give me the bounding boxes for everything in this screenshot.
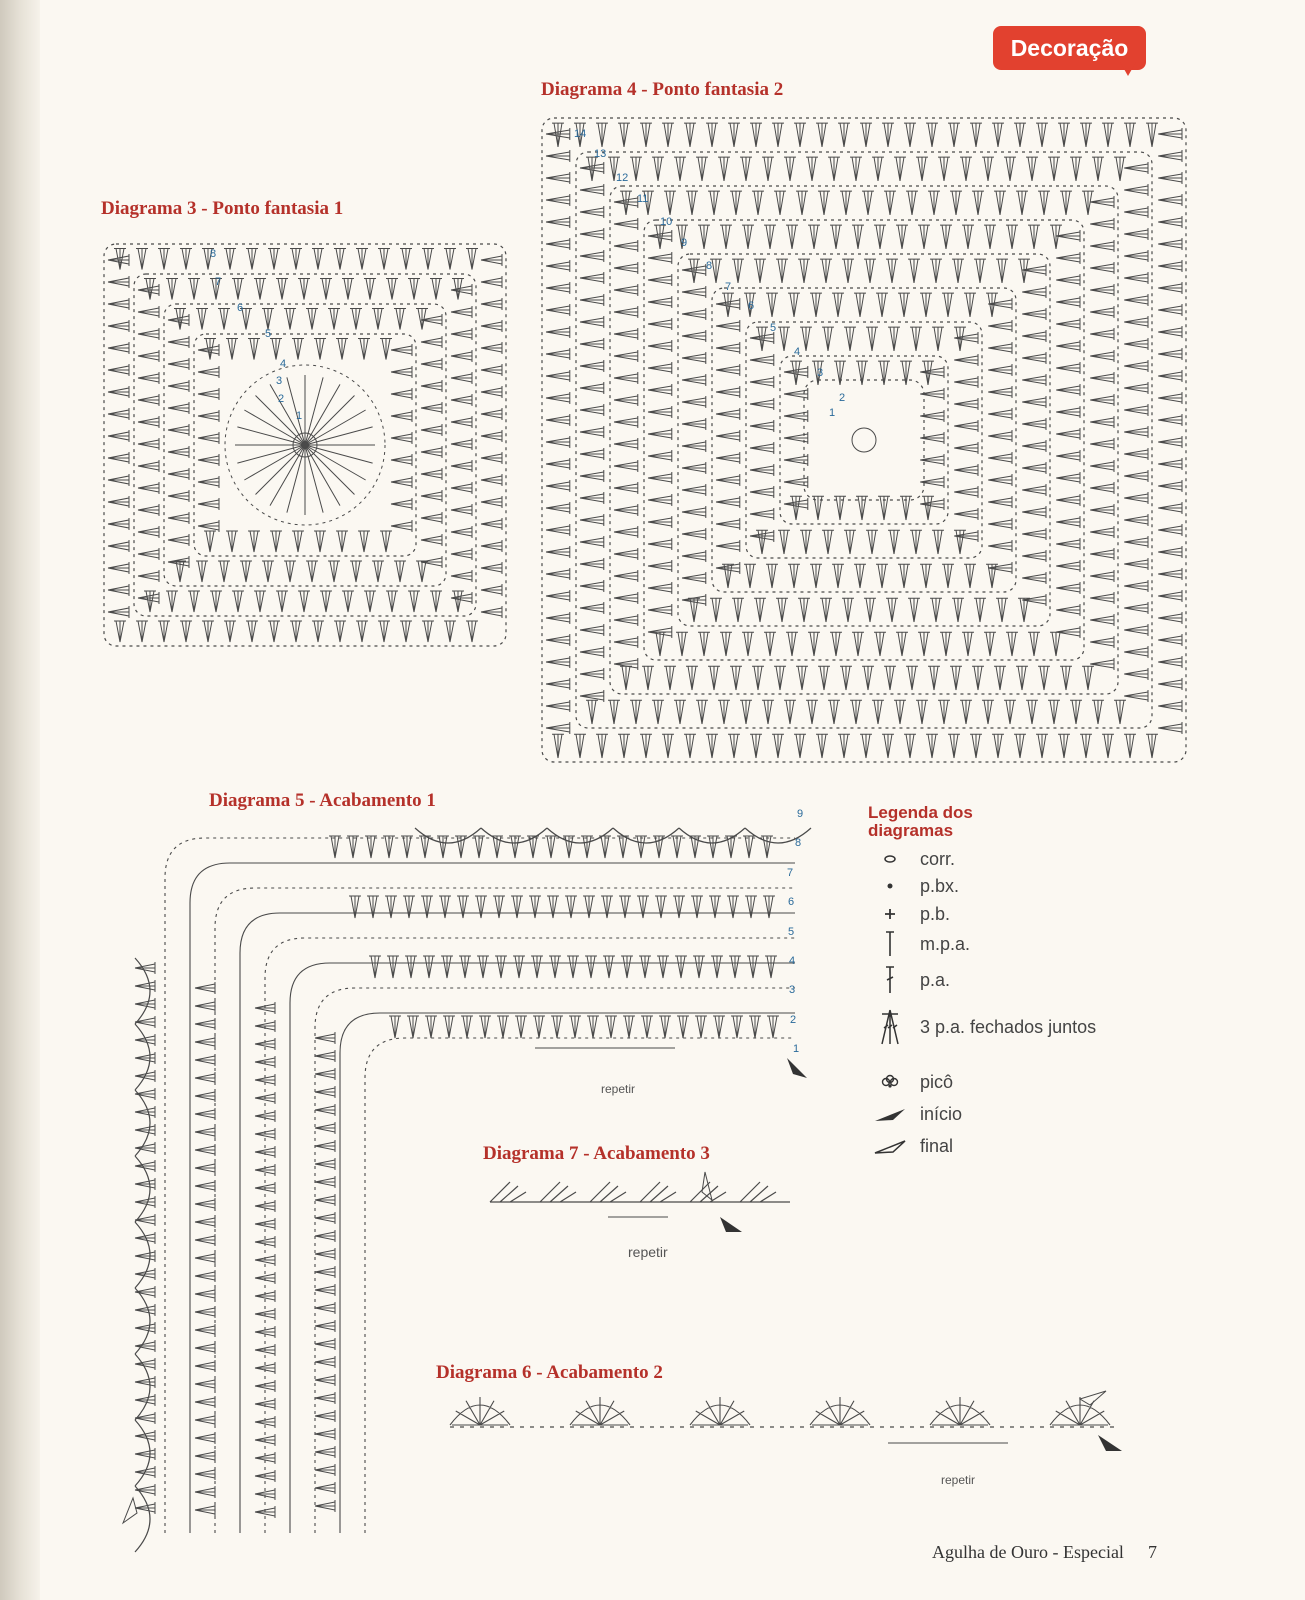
- legend-label-cluster: 3 p.a. fechados juntos: [920, 1016, 1097, 1037]
- d4-ring-3: [610, 186, 1118, 694]
- d4-col-right-2: [1124, 162, 1148, 702]
- d3-col-left-3: [168, 314, 189, 568]
- d3-center-star: [235, 375, 375, 515]
- d4-row-top-3: [620, 191, 1094, 215]
- d4-row-bottom-3: [620, 666, 1094, 690]
- d3-row-top-1: [114, 249, 478, 270]
- d4-row-number-10: 10: [660, 216, 673, 228]
- legend-item-half-double: [872, 930, 970, 958]
- legend-item-cluster: [872, 1013, 1096, 1041]
- d5-row-number-6: 6: [788, 896, 795, 908]
- legend-item-single-crochet: [872, 900, 950, 928]
- d3-row-number-6: 6: [237, 302, 244, 314]
- d5-end-arrow: [123, 1498, 137, 1523]
- d7-start-arrow: [720, 1217, 742, 1232]
- d4-row-bottom-5: [688, 598, 1030, 622]
- d4-row-number-5: 5: [770, 322, 777, 334]
- legend-label-single-crochet: p.b.: [920, 903, 951, 924]
- legend-item-start: [872, 1100, 962, 1128]
- d3-row-number-4: 4: [280, 358, 287, 370]
- d4-col-right-7: [954, 332, 978, 542]
- d4-ring-8: [780, 356, 948, 524]
- diagram-4-title: Diagrama 4 - Ponto fantasia 2: [541, 79, 784, 100]
- badge-tail-shape: [1120, 62, 1136, 76]
- d4-ring-1: [542, 118, 1186, 762]
- d4-col-right-3: [1090, 196, 1114, 670]
- d3-row-number-3: 3: [276, 375, 283, 387]
- d4-col-left-1: [546, 128, 570, 734]
- diagram-4-chart: [538, 114, 1190, 774]
- d3-col-left-4: [198, 344, 219, 532]
- d3-row-number-8: 8: [210, 248, 217, 260]
- d4-row-number-12: 12: [616, 172, 629, 184]
- d4-row-top-7: [756, 327, 966, 351]
- d4-row-bottom-4: [654, 632, 1062, 656]
- d4-row-bottom-2: [586, 700, 1126, 724]
- d5-stitch-col-1: [135, 962, 155, 1514]
- legend-item-chain: [872, 845, 955, 873]
- d4-row-number-7: 7: [725, 281, 732, 293]
- d4-col-right-4: [1056, 230, 1080, 638]
- end-arrow-icon: [872, 1137, 908, 1155]
- publication-name: Agulha de Ouro - Especial: [932, 1542, 1124, 1562]
- d4-row-number-9: 9: [681, 237, 688, 249]
- d3-col-left-2: [138, 284, 159, 604]
- diagram-7-title: Diagrama 7 - Acabamento 3: [483, 1143, 710, 1164]
- d4-col-left-4: [648, 230, 672, 638]
- d4-col-left-6: [716, 298, 740, 574]
- diagram-3-title: Diagrama 3 - Ponto fantasia 1: [101, 198, 344, 219]
- slip-stitch-icon: [872, 881, 908, 891]
- d3-row-number-1: 1: [296, 410, 303, 422]
- d5-row-number-1: 1: [793, 1043, 800, 1055]
- d5-stitch-row-4: [329, 836, 773, 858]
- d6-shells: [450, 1397, 1110, 1425]
- d7-end-arrow: [702, 1172, 712, 1200]
- d4-col-right-5: [1022, 264, 1046, 606]
- d4-col-left-5: [682, 264, 706, 606]
- page-footer: [932, 1542, 1157, 1563]
- legend-item-picot: [872, 1068, 953, 1096]
- legend-label-chain: corr.: [920, 848, 956, 869]
- d3-col-left-1: [108, 254, 129, 618]
- page-binding-shadow: [0, 0, 40, 1600]
- d4-center-ring: [804, 380, 924, 500]
- section-badge: Decoração: [993, 26, 1146, 70]
- diagram-7-repeat-label: repetir: [628, 1244, 668, 1260]
- d5-row-number-8: 8: [795, 837, 802, 849]
- d5-stitch-row-3: [349, 896, 775, 918]
- d3-row-number-7: 7: [215, 276, 222, 288]
- start-arrow-icon: [872, 1105, 908, 1123]
- diagram-6-title: Diagrama 6 - Acabamento 2: [436, 1362, 663, 1383]
- legend-item-slip-stitch: [872, 872, 959, 900]
- diagram-5-title: Diagrama 5 - Acabamento 1: [209, 790, 436, 811]
- d3-row-top-2: [144, 279, 464, 300]
- d5-stitch-col-4: [315, 1032, 335, 1512]
- d5-row-number-7: 7: [787, 867, 794, 879]
- chain-icon: [872, 854, 908, 864]
- diagram-5-repeat-label: repetir: [601, 1082, 636, 1096]
- d3-col-right-4: [391, 344, 412, 532]
- legend-title: [868, 804, 973, 840]
- d3-col-right-2: [451, 284, 472, 604]
- d4-row-number-8: 8: [706, 260, 713, 272]
- d5-row-number-9: 9: [797, 808, 804, 820]
- d4-col-right-6: [988, 298, 1012, 574]
- diagram-6-chart: [430, 1385, 1150, 1475]
- d6-start-arrow: [1098, 1435, 1122, 1451]
- d5-row-number-3: 3: [789, 984, 796, 996]
- d4-row-number-1: 1: [829, 407, 836, 419]
- d4-row-bottom-6: [722, 564, 998, 588]
- d4-row-bottom-7: [756, 530, 966, 554]
- d4-row-top-2: [586, 157, 1126, 181]
- d4-row-bottom-1: [552, 734, 1158, 758]
- d5-start-arrow: [787, 1058, 807, 1078]
- half-double-icon: [872, 930, 908, 958]
- d4-row-number-11: 11: [637, 193, 649, 205]
- d4-col-left-2: [580, 162, 604, 702]
- d7-stitch-fans: [490, 1182, 790, 1202]
- d4-col-left-8: [784, 366, 808, 510]
- d4-row-number-13: 13: [594, 148, 607, 160]
- legend-label-start: início: [920, 1103, 963, 1124]
- legend-label-half-double: m.p.a.: [920, 933, 971, 954]
- d5-stitch-row-2: [369, 956, 777, 978]
- d4-row-top-6: [722, 293, 998, 317]
- d4-col-left-3: [614, 196, 638, 670]
- d3-col-right-3: [421, 314, 442, 568]
- d3-col-right-1: [481, 254, 502, 618]
- d4-row-top-5: [688, 259, 1030, 283]
- cluster-3dc-icon: [872, 1008, 908, 1046]
- d4-col-right-1: [1158, 128, 1182, 734]
- d5-row-number-5: 5: [788, 926, 795, 938]
- d5-row-number-2: 2: [790, 1014, 797, 1026]
- d3-row-bottom-4: [204, 531, 392, 552]
- d4-ring-5: [678, 254, 1050, 626]
- legend-item-double-crochet: [872, 966, 950, 994]
- d4-col-right-8: [920, 366, 944, 510]
- d3-row-bottom-2: [144, 591, 464, 612]
- legend-title-line-2: diagramas: [868, 821, 954, 840]
- double-crochet-icon: [872, 965, 908, 995]
- diagram-6-repeat-label: repetir: [941, 1473, 976, 1487]
- d3-row-bottom-3: [174, 561, 428, 582]
- legend-label-picot: picô: [920, 1071, 954, 1092]
- d4-center-circle: [852, 428, 876, 452]
- d4-ring-7: [746, 322, 982, 558]
- d4-row-top-1: [552, 123, 1158, 147]
- d4-row-number-3: 3: [817, 367, 824, 379]
- d5-stitch-col-2: [195, 982, 215, 1516]
- d4-col-left-7: [750, 332, 774, 542]
- d3-row-top-3: [174, 309, 428, 330]
- d4-ring-4: [644, 220, 1084, 660]
- legend-label-slip-stitch: p.bx.: [920, 875, 960, 896]
- legend-item-end: [872, 1132, 953, 1160]
- d3-row-top-4: [204, 339, 392, 360]
- d3-row-number-5: 5: [265, 328, 272, 340]
- d4-row-number-2: 2: [839, 392, 846, 404]
- d5-stitch-row-1: [389, 1016, 779, 1038]
- d3-row-bottom-1: [114, 621, 478, 642]
- d3-row-number-2: 2: [278, 393, 285, 405]
- diagram-3-chart: [100, 240, 515, 655]
- d4-row-number-14: 14: [574, 128, 587, 140]
- single-crochet-icon: [872, 907, 908, 921]
- legend-title-line-1: Legenda dos: [868, 803, 973, 822]
- d6-end-arrow: [1080, 1391, 1106, 1405]
- d4-row-top-4: [654, 225, 1062, 249]
- page-number: 7: [1147, 1542, 1157, 1562]
- d4-row-number-4: 4: [794, 346, 801, 358]
- legend-label-double-crochet: p.a.: [920, 969, 951, 990]
- d5-row-number-4: 4: [789, 955, 796, 967]
- d4-ring-6: [712, 288, 1016, 592]
- picot-icon: [872, 1074, 908, 1090]
- legend-label-end: final: [920, 1135, 954, 1156]
- d4-row-number-6: 6: [748, 300, 755, 312]
